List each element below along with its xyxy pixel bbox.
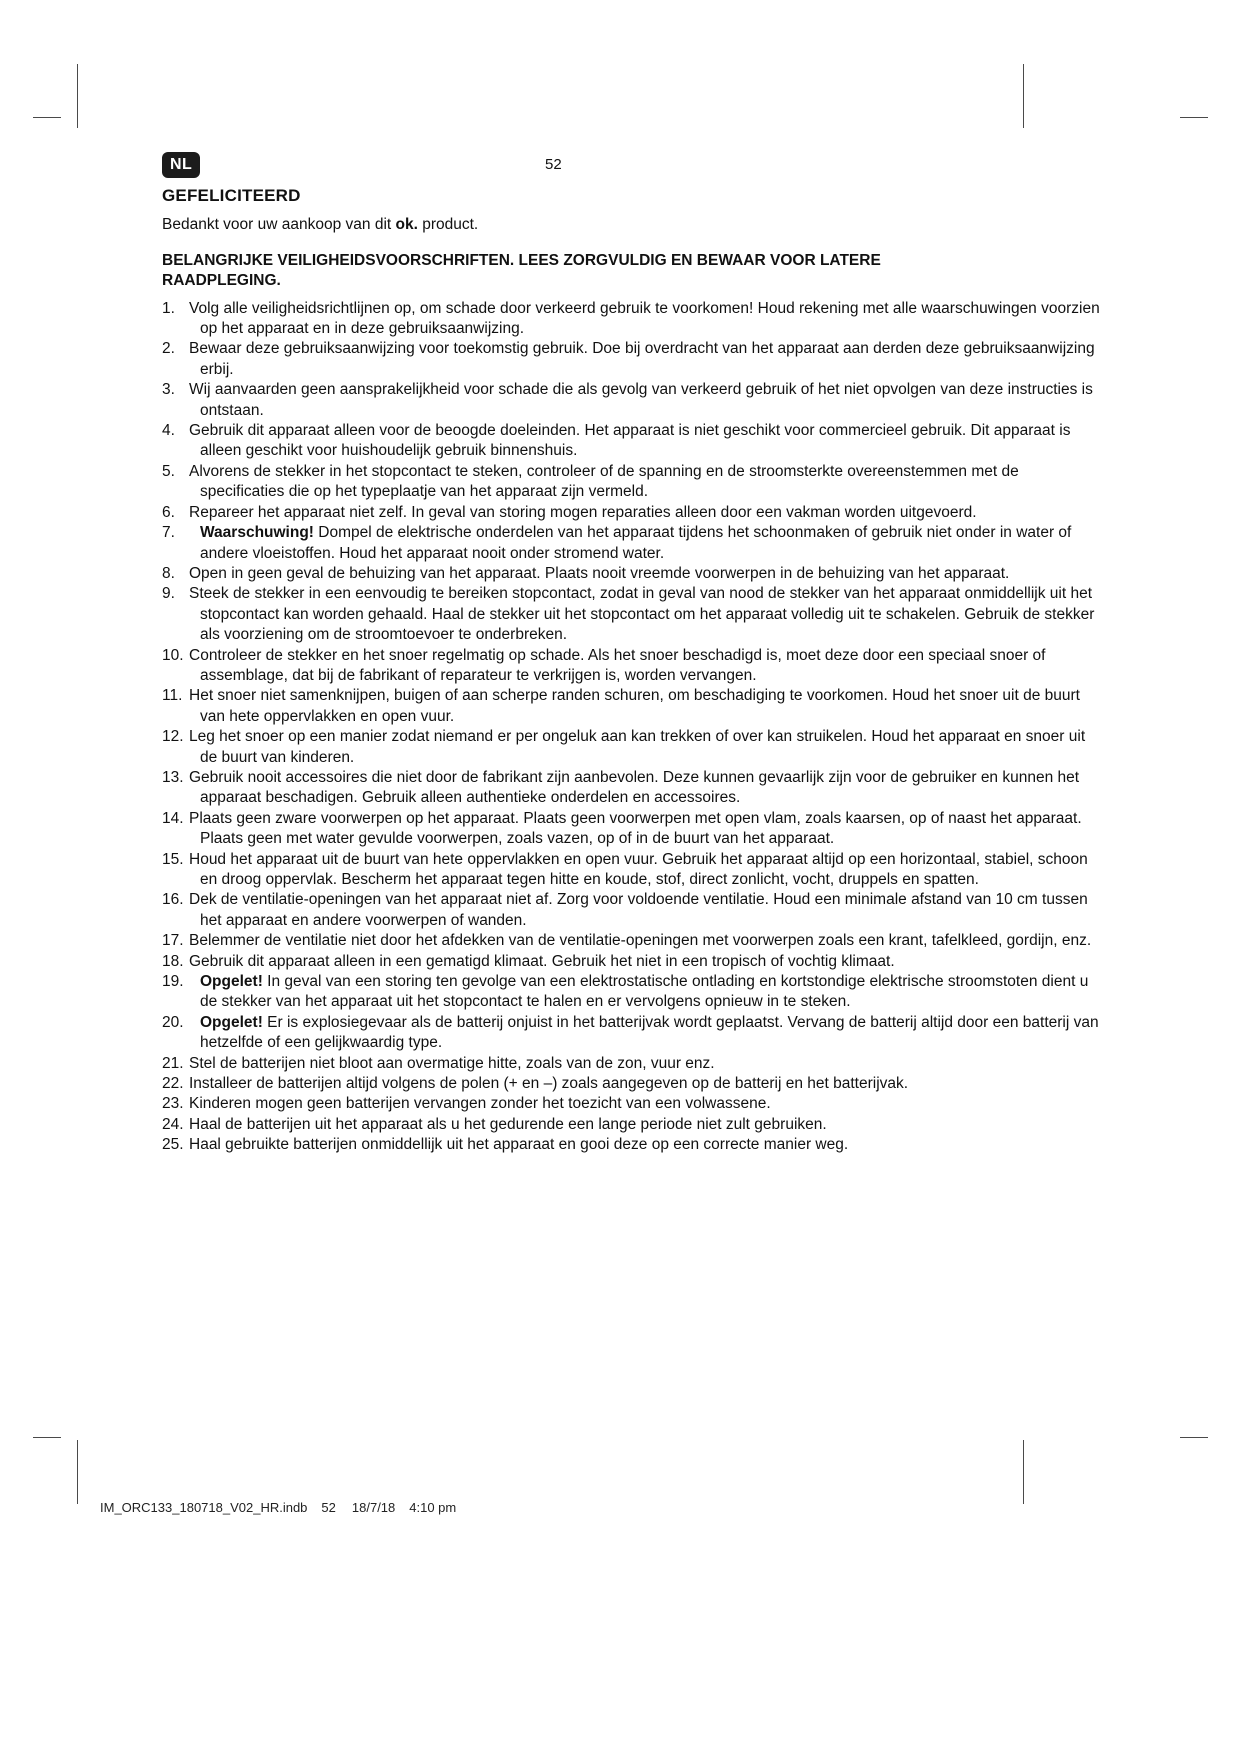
list-item (162, 646, 1100, 687)
intro-text (162, 215, 1100, 235)
list-item-number: 25. (162, 1136, 184, 1154)
list-item (162, 727, 1100, 768)
list-item (162, 462, 1100, 503)
list-item-text: Alvorens de stekker in het stopcontact te steken, controleer of de spanning en de stroomsterkte overeenstemmen met de specificaties die op het typeplaatje van het apparaat zijn vermeld. (189, 462, 1019, 501)
page-number: 52 (545, 156, 562, 173)
page-content (162, 186, 1100, 1156)
list-item-text: Bewaar deze gebruiksaanwijzing voor toekomstig gebruik. Doe bij overdracht van het apparaat aan derden deze gebruiksaanwijzing erbij. (189, 340, 1095, 378)
list-item-text: Installeer de batterijen altijd volgens de polen (+ en –) zoals aangegeven op de batterij en het batterijvak. (189, 1075, 909, 1093)
list-item-text: Kinderen mogen geen batterijen vervangen zonder het toezicht van een volwassene. (189, 1095, 771, 1113)
list-item-number: 16. (162, 891, 184, 909)
list-item (162, 809, 1100, 850)
list-item-text: Opgelet! In geval van een storing ten gevolge van een elektrostatische ontlading en kortstondige elektrische stroomstoten dient u de stekker van het apparaat uit het stopcontact te halen en er vervolgens opnieuw in te steken. (200, 973, 1089, 1011)
list-item-number: 21. (162, 1054, 184, 1072)
crop-mark (77, 64, 78, 128)
intro-suffix: product. (417, 216, 479, 234)
list-item-number: 12. (162, 728, 184, 746)
list-item (162, 1074, 1100, 1094)
congrats-title: GEFELICITEERD (162, 186, 301, 205)
list-item (162, 1094, 1100, 1114)
list-item (162, 850, 1100, 891)
list-item (162, 584, 1100, 645)
list-item-number: 5. (162, 462, 175, 480)
list-item (162, 564, 1100, 584)
list-item-number: 8. (162, 564, 175, 582)
list-item (162, 1054, 1100, 1074)
crop-mark (1023, 64, 1024, 128)
list-item-lead: Waarschuwing! (200, 524, 319, 542)
list-item-text: Gebruik nooit accessoires die niet door de fabrikant zijn aanbevolen. Deze kunnen gevaarlijk zijn voor de gebruiker en kunnen het apparaat beschadigen. Gebruik alleen authentieke onderdelen en accessoires. (189, 768, 1080, 807)
list-item (162, 1013, 1100, 1054)
list-item-text: Controleer de stekker en het snoer regelmatig op schade. Als het snoer beschadigd is, moet deze door een speciaal snoer of assemblage, dat bij de fabrikant of reparateur te verkrijgen is, worden vervangen. (189, 646, 1046, 684)
language-badge: NL (162, 152, 200, 178)
list-item (162, 421, 1100, 462)
list-item-number: 24. (162, 1115, 184, 1133)
list-item-number: 4. (162, 422, 175, 440)
list-item-number: 3. (162, 381, 175, 399)
print-footer (100, 1500, 456, 1515)
list-item (162, 523, 1100, 564)
crop-mark (1180, 1437, 1208, 1438)
list-item-number: 14. (162, 809, 184, 827)
crop-mark (77, 1440, 78, 1504)
list-item-text: Leg het snoer op een manier zodat niemand er per ongeluk aan kan trekken of over kan struikelen. Houd het apparaat en snoer uit de buurt van kinderen. (189, 728, 1086, 766)
list-item-number: 22. (162, 1075, 184, 1093)
list-item-number: 15. (162, 850, 184, 868)
list-item-text: Haal de batterijen uit het apparaat als u het gedurende een lange periode niet zult gebruiken. (189, 1115, 827, 1133)
list-item (162, 1115, 1100, 1135)
crop-mark (1180, 117, 1208, 118)
list-item-number: 1. (162, 299, 175, 317)
list-item (162, 890, 1100, 931)
crop-mark (33, 117, 61, 118)
footer-date: 18/7/18 (351, 1500, 396, 1515)
list-item (162, 299, 1100, 340)
list-item (162, 686, 1100, 727)
list-item (162, 768, 1100, 809)
intro-prefix: Bedankt voor uw aankoop van dit (162, 216, 396, 234)
list-item (162, 380, 1100, 421)
list-item-text: Gebruik dit apparaat alleen in een gematigd klimaat. Gebruik het niet in een tropisch of vochtig klimaat. (189, 952, 895, 970)
list-item-text: Open in geen geval de behuizing van het apparaat. Plaats nooit vreemde voorwerpen in de behuizing van het apparaat. (189, 564, 1010, 582)
list-item-text: Plaats geen zware voorwerpen op het apparaat. Plaats geen voorwerpen met open vlam, zoals kaarsen, op of naast het apparaat. Plaats geen met water gevulde voorwerpen, zoals vazen, op of in de buurt van het apparaat. (189, 809, 1082, 848)
list-item-number: 13. (162, 768, 184, 786)
list-item-number: 17. (162, 932, 184, 950)
crop-mark (33, 1437, 61, 1438)
list-item-number: 6. (162, 503, 175, 521)
list-item-lead: Opgelet! (200, 973, 268, 991)
list-item-number: 20. (162, 1013, 184, 1031)
list-item-text: Dek de ventilatie-openingen van het apparaat niet af. Zorg voor voldoende ventilatie. Houd een minimale afstand van 10 cm tussen het apparaat en andere voorwerpen of wanden. (189, 891, 1088, 929)
list-item-text: Gebruik dit apparaat alleen voor de beoogde doeleinden. Het apparaat is niet geschikt voor commercieel gebruik. Dit apparaat is alleen geschikt voor huishoudelijk gebruik binnenshuis. (189, 422, 1071, 460)
footer-page-number: 52 (321, 1500, 336, 1515)
list-item (162, 1135, 1100, 1155)
list-item-number: 2. (162, 340, 175, 358)
list-item-lead: Opgelet! (200, 1013, 268, 1031)
list-item-text: Het snoer niet samenknijpen, buigen of aan scherpe randen schuren, om beschadiging te voorkomen. Houd het snoer uit de buurt van hete oppervlakken en open vuur. (189, 687, 1080, 725)
list-item-number: 7. (162, 524, 175, 542)
list-item (162, 952, 1100, 972)
safety-heading: BELANGRIJKE VEILIGHEIDSVOORSCHRIFTEN. LEES ZORGVULDIG EN BEWAAR VOOR LATERE RAADPLEGING. (162, 251, 881, 290)
list-item-text: Opgelet! Er is explosiegevaar als de batterij onjuist in het batterijvak wordt geplaatst. Vervang de batterij altijd door een batterij van hetzelfde of een gelijkwaardig type. (200, 1013, 1099, 1052)
crop-mark (1023, 1440, 1024, 1504)
list-item-text: Belemmer de ventilatie niet door het afdekken van de ventilatie-openingen met voorwerpen zoals een krant, tafelkleed, gordijn, enz. (189, 932, 1092, 950)
list-item-number: 9. (162, 585, 175, 603)
list-item-number: 23. (162, 1095, 184, 1113)
safety-instructions-list (162, 299, 1100, 1156)
list-item (162, 339, 1100, 380)
list-item-number: 18. (162, 952, 184, 970)
list-item-text: Repareer het apparaat niet zelf. In geval van storing mogen reparaties alleen door een vakman worden uitgevoerd. (189, 503, 977, 521)
list-item-text: Waarschuwing! Dompel de elektrische onderdelen van het apparaat tijdens het schoonmaken of gebruik niet onder in water of andere vloeistoffen. Houd het apparaat nooit onder stromend water. (200, 524, 1072, 562)
list-item-text: Volg alle veiligheidsrichtlijnen op, om schade door verkeerd gebruik te voorkomen! Houd rekening met alle waarschuwingen voorzien op het apparaat en in deze gebruiksaanwijzing. (189, 299, 1100, 338)
list-item-text: Stel de batterijen niet bloot aan overmatige hitte, zoals van de zon, vuur enz. (189, 1054, 715, 1072)
list-item-text: Houd het apparaat uit de buurt van hete oppervlakken en open vuur. Gebruik het apparaat altijd op een horizontaal, stabiel, schoon en droog oppervlak. Bescherm het apparaat tegen hitte en koude, stof, direct zonlicht, vocht, druppels en spatten. (189, 850, 1088, 888)
list-item-number: 10. (162, 646, 184, 664)
list-item-text: Wij aanvaarden geen aansprakelijkheid voor schade die als gevolg van verkeerd gebruik of het niet opvolgen van deze instructies is ontstaan. (189, 381, 1093, 419)
brand-name: ok. (395, 216, 418, 234)
list-item-number: 11. (162, 687, 183, 705)
list-item (162, 503, 1100, 523)
list-item (162, 972, 1100, 1013)
list-item (162, 931, 1100, 951)
list-item-number: 19. (162, 973, 184, 991)
list-item-text: Steek de stekker in een eenvoudig te bereiken stopcontact, zodat in geval van nood de stekker van het apparaat onmiddellijk uit het stopcontact kan worden gehaald. Haal de stekker uit het stopcontact om het apparaat volledig uit te schakelen. Gebruik de stekker als voorziening om de stroomtoevoer te onderbreken. (189, 585, 1095, 644)
footer-filename: IM_ORC133_180718_V02_HR.indb (100, 1500, 308, 1515)
footer-time: 4:10 pm (409, 1500, 457, 1515)
list-item-text: Haal gebruikte batterijen onmiddellijk uit het apparaat en gooi deze op een correcte manier weg. (189, 1136, 849, 1154)
